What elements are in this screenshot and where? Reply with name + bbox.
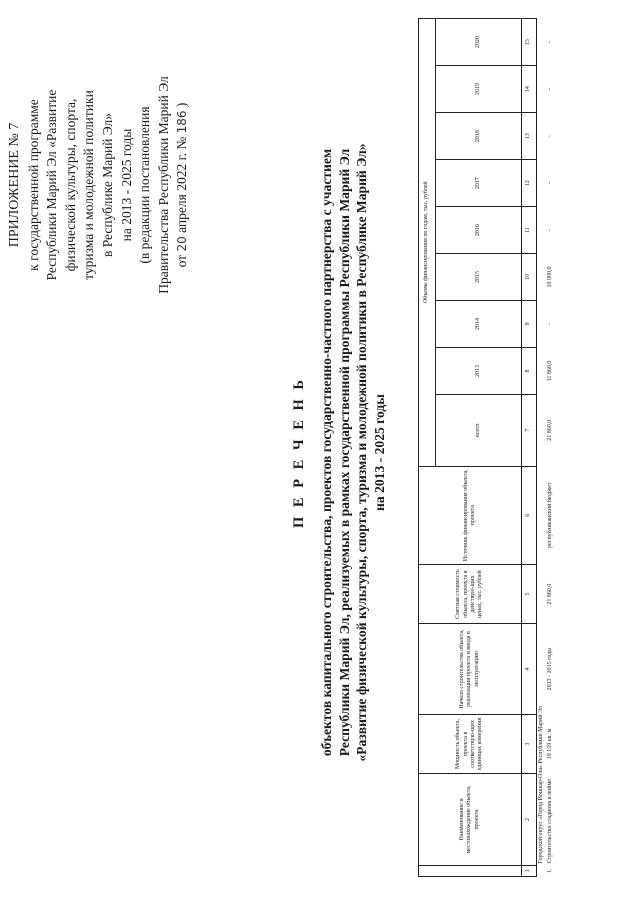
column-number: 3	[522, 714, 537, 773]
table-group-row	[537, 19, 547, 877]
row-2017: -	[547, 182, 554, 185]
subtitle-line: на 2013 - 2025 годы	[371, 394, 387, 511]
row-cost: 21 860,0	[547, 583, 554, 605]
column-number: 14	[522, 66, 537, 113]
appendix-line: физической культуры, спорта,	[62, 98, 78, 272]
column-number: 10	[522, 254, 537, 301]
group-label: Городской округ «Город Йошкар-Ола» Республики Марий Эл	[538, 706, 544, 864]
document-title: П Е Р Е Ч Е Н Ь	[291, 376, 307, 529]
date-month: апреля	[174, 194, 190, 233]
appendix-line: Республики Марий Эл «Развитие	[44, 89, 60, 281]
date-year: 2022 г. №	[174, 136, 190, 191]
objects-table	[418, 18, 556, 877]
row-capacity: 19 159 кв. м	[547, 728, 554, 760]
appendix-line: ПРИЛОЖЕНИЕ № 7	[7, 122, 22, 248]
header-capacity: Мощность объекта, проекта в соответствую-щих единицах измерения	[419, 714, 522, 773]
table-row	[546, 19, 555, 877]
row-total: 21 860,0	[547, 419, 554, 441]
column-number: 2	[522, 774, 537, 866]
row-2014: -	[547, 323, 554, 325]
header-year: 2020	[436, 19, 522, 66]
appendix-line: к государственной программе	[25, 99, 41, 271]
header-year: 2019	[436, 66, 522, 113]
column-number: 7	[522, 394, 537, 466]
row-period: 2013 - 2015 годы	[547, 647, 554, 691]
date-day: 20	[175, 236, 190, 252]
column-number: 1	[522, 865, 537, 876]
date-prefix: от	[174, 254, 190, 268]
appendix-line: Правительства Республики Марий Эл	[155, 76, 171, 294]
document-subtitle	[318, 40, 388, 865]
appendix-date-line	[173, 20, 192, 350]
column-number: 13	[522, 113, 537, 160]
header-year: 2018	[436, 113, 522, 160]
row-2018: -	[547, 135, 554, 138]
row-2016: -	[547, 229, 554, 232]
header-source: Источник финансирования объекта, проекта	[419, 466, 522, 564]
column-number: 8	[522, 347, 537, 394]
appendix-line: на 2013 - 2025 годы	[118, 128, 134, 242]
column-number: 9	[522, 301, 537, 348]
header-year: 2016	[436, 207, 522, 254]
date-number: 186	[175, 110, 190, 134]
row-source: республиканский бюджет	[547, 482, 554, 549]
column-number: 6	[522, 466, 537, 564]
row-2013: 11 860,0	[547, 360, 554, 382]
header-year: 2013	[436, 347, 522, 394]
appendix-line: туризма и молодежной политики	[81, 90, 97, 280]
column-number: 5	[522, 564, 537, 623]
header-funding-group: Объемы финансирования по годам, тыс. рублей	[419, 19, 436, 467]
header-cell-number	[419, 865, 522, 876]
subtitle-line: объектов капитального строительства, проектов государственно-частного партнерства с участием	[319, 148, 334, 757]
header-start: Начало строительства объекта, реализации проекта и ввода в эксплуатацию	[419, 624, 522, 715]
row-2019: -	[547, 88, 554, 91]
header-year: 2017	[436, 160, 522, 207]
row-number: 1.	[547, 868, 554, 874]
row-name: Строительство стадиона в поймe	[547, 779, 554, 864]
subtitle-line: Республики Марий Эл, реализуемых в рамках государственной программы Республики Марий Эл	[336, 148, 352, 757]
header-total: всего	[436, 394, 522, 466]
header-year: 2014	[436, 301, 522, 348]
column-number: 4	[522, 624, 537, 715]
header-year: 2015	[436, 254, 522, 301]
column-number: 12	[522, 160, 537, 207]
column-number: 11	[522, 207, 537, 254]
appendix-line: (в редакции постановления	[137, 106, 153, 264]
date-suffix: )	[174, 102, 190, 108]
subtitle-line: «Развитие физической культуры, спорта, туризма и молодежной политики в Республике Марий Эл»	[354, 143, 369, 762]
row-2020: -	[547, 41, 554, 44]
header-cost: Сметная стоимость объекта, проекта в действую-щих ценах, тыс. рублей	[419, 564, 522, 623]
row-2015: 10 000,0	[547, 266, 554, 288]
header-name: Наименование и местонахождение объекта, проекта	[419, 774, 522, 866]
appendix-line: в Республике Марий Эл»	[99, 112, 115, 258]
column-number: 15	[522, 19, 537, 66]
appendix-block	[6, 20, 192, 350]
